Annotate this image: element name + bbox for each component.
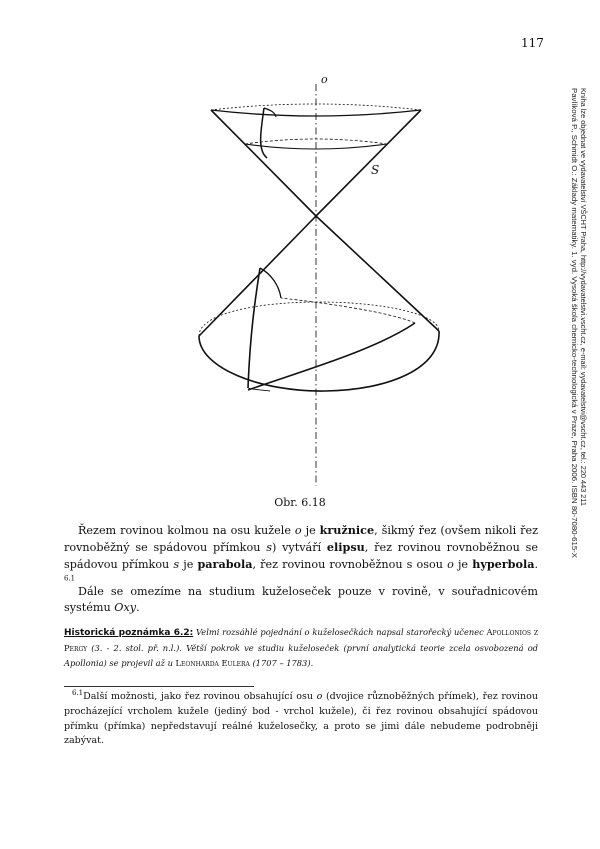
footnote-divider <box>64 686 254 687</box>
term-parabola: parabola <box>197 557 253 572</box>
text-run: je <box>301 524 320 537</box>
historical-note-label: Historická poznámka 6.2: <box>64 628 194 638</box>
axis-label: o <box>321 73 328 86</box>
text-run: Další možnosti, jako řez rovinou obsahující osu <box>83 691 317 702</box>
footnote-reference[interactable]: 6.1 <box>64 573 76 582</box>
side-note-line2: Kniha lze objednat ve vydavatelství VŠCHT Praha, http://vydavatelstvi.vscht.cz, e-mail: vydavatelstvi@vscht.cz, tel.: 220 443 211 <box>579 88 588 498</box>
historical-note <box>64 625 538 671</box>
text-run: Řezem rovinou kolmou na osu kužele <box>78 524 295 537</box>
text-run: . <box>136 601 140 615</box>
math-s: s <box>173 558 180 572</box>
text-run: . <box>534 558 539 572</box>
math-o: o <box>294 524 302 537</box>
text-run: ) vytváří <box>271 541 327 555</box>
cone-figure <box>175 70 475 500</box>
parabola-curve <box>248 268 281 391</box>
paragraph-oxy <box>64 584 538 616</box>
math-o: o <box>316 691 323 702</box>
text-run: Velmi rozsáhlé pojednání o kuželosečkách napsal starořecký učenec <box>193 627 487 637</box>
text-run: (1707 – 1783). <box>249 658 314 668</box>
text-run: , šikmý řez (ovšem nikoli řez rovnoběžný se spádovou přímkou <box>64 524 539 555</box>
math-oxy: Oxy <box>114 601 137 615</box>
line-label: S <box>371 163 380 177</box>
math-o: o <box>447 558 454 572</box>
side-note-line1: Pavlíková P., Schmidt O.: Základy matematiky. 1. vyd. Vysoká škola chemicko-technologická v Praze, Praha 2006. ISBN 80-7080-615-X <box>570 88 579 521</box>
text-run: Dále se omezíme na studium kuželoseček pouze v rovině, v souřadnicovém systému <box>64 585 538 615</box>
figure-caption: Obr. 6.18 <box>274 496 326 509</box>
math-s: s <box>266 541 272 555</box>
text-run: (3. - 2. stol. př. n.l.). Větší pokrok ve studiu kuželoseček (první analytická teorie zcela osvobozená od Apollonia) se projevil až u <box>64 643 538 668</box>
person-euler: Leonharda Eulera <box>175 658 250 668</box>
text-run: , řez rovinou rovnoběžnou se spádovou přímkou <box>64 541 538 572</box>
text-run: je <box>179 558 198 572</box>
lower-nappe <box>199 216 439 391</box>
side-note <box>562 88 590 558</box>
text-run: , řez rovinou rovnoběžnou s osou <box>252 558 448 572</box>
footnote <box>64 690 538 749</box>
person-apollonios: Apollonios z Pergy <box>64 627 538 653</box>
ellipse-section <box>248 298 415 390</box>
paragraph-conic-sections <box>64 522 538 590</box>
text-run: je <box>453 558 473 572</box>
term-kruznice: kružnice <box>319 523 375 537</box>
page-number: 117 <box>521 36 544 50</box>
term-elipsa: elipsu <box>326 540 365 555</box>
footnote-mark: 6.1 <box>72 688 84 697</box>
text-run: (dvojice různoběžných přímek), řez rovinou procházející vrcholem kužele (jediný bod - vrchol kužele), či řez rovinou obsahující spádovou přímku (přímka) nepředstavují reálné kuželosečky, a proto se jimi dále nebudeme podrobněji zabývat. <box>64 691 538 747</box>
term-hyperbola: hyperbola <box>472 557 535 572</box>
